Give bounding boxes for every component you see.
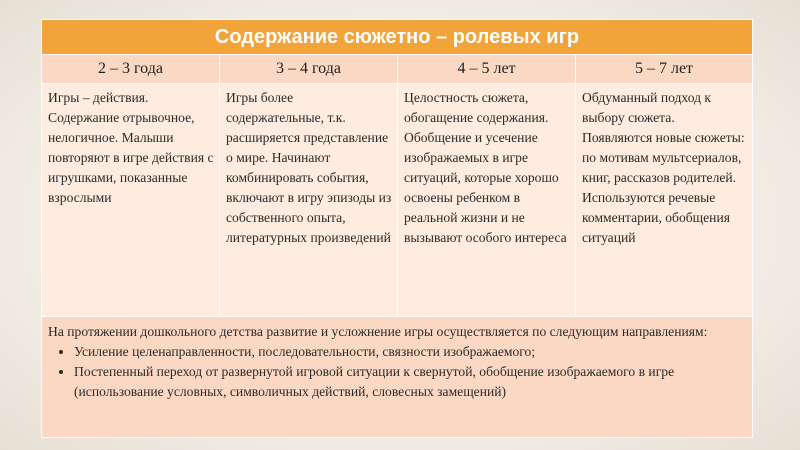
play-content-table <box>41 19 753 438</box>
table-title: Содержание сюжетно – ролевых игр <box>42 20 753 55</box>
summary-bullet: • Постепенный переход от развернутой игровой ситуации к свернутой, обобщение изображаемого в игре (использование условных, символичных действий, словесных замещений) <box>74 362 744 402</box>
summary-intro: На протяжении дошкольного детства развитие и усложнение игры осуществляется по следующим направлениям: <box>48 324 708 339</box>
summary-cell <box>42 317 753 438</box>
summary-list <box>48 342 744 402</box>
age-header-4-5: 4 – 5 лет <box>398 55 576 84</box>
age-description: Целостность сюжета, обогащение содержания. Обобщение и усечение изображаемых в игре ситуаций, которые хорошо освоены ребенком в реальной жизни и не вызывают особого интереса <box>404 90 567 245</box>
age-description: Обдуманный подход к выбору сюжета. Появляются новые сюжеты: по мотивам мультсериалов, книг, рассказов родителей. Используются речевые комментарии, обобщения ситуаций <box>582 90 745 245</box>
summary-bullet: • Усиление целенаправленности, последовательности, связности изображаемого; <box>74 342 744 362</box>
age-description: Игры более содержательные, т.к. расширяется представление о мире. Начинают комбинировать события, включают в игру эпизоды из собственного опыта, литературных произведений <box>226 90 392 245</box>
age-cell-2-3 <box>42 84 220 317</box>
age-header-5-7: 5 – 7 лет <box>576 55 753 84</box>
age-cell-4-5 <box>398 84 576 317</box>
age-description: Игры – действия. Содержание отрывочное, нелогичное. Малыши повторяют в игре действия с игрушками, показанные взрослыми <box>48 90 214 205</box>
age-cell-5-7 <box>576 84 753 317</box>
age-header-3-4: 3 – 4 года <box>220 55 398 84</box>
age-header-2-3: 2 – 3 года <box>42 55 220 84</box>
age-cell-3-4 <box>220 84 398 317</box>
